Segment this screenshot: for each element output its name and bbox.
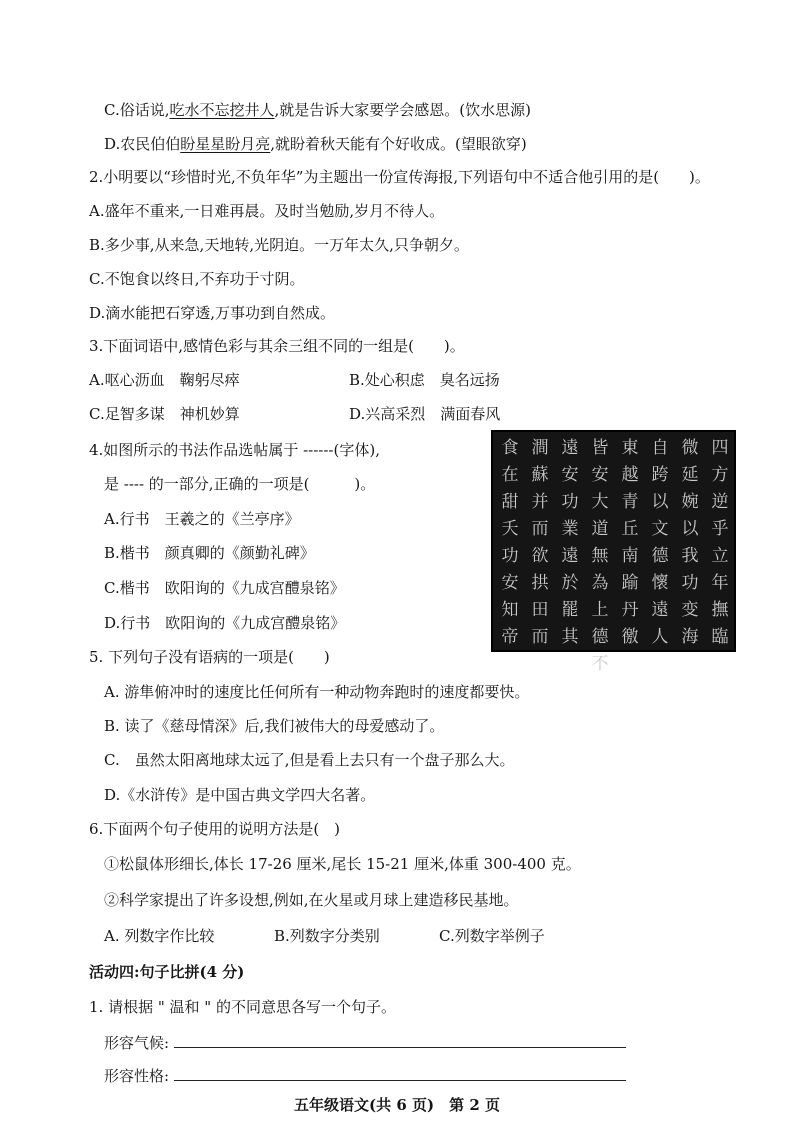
weather-answer-blank[interactable] xyxy=(174,1033,626,1048)
q3-option-c: C.足智多谋 神机妙算 xyxy=(89,405,240,423)
weather-answer-row xyxy=(104,1033,626,1053)
q4-stem-1: 4.如图所示的书法作品选帖属于 ------(字体), xyxy=(89,441,380,459)
q6-option-c: C.列数字举例子 xyxy=(439,927,545,945)
calligraphy-column: 自跨以文德懷遠人 xyxy=(651,438,669,647)
weather-label: 形容气候: xyxy=(104,1034,170,1052)
q2-option-d: D.滴水能把石穿透,万事功到自然成。 xyxy=(89,304,336,322)
q4-stem-2: 是 ---- 的一部分,正确的一项是( )。 xyxy=(104,475,376,493)
q1-option-d: D.农民伯伯盼星星盼月亮,就盼着秋天能有个好收成。(望眼欲穿) xyxy=(104,135,527,153)
activity4-question-1: 1. 请根据 " 温和 " 的不同意思各写一个句子。 xyxy=(89,998,396,1016)
q4-option-d: D.行书 欧阳询的《九成宫醴泉铭》 xyxy=(104,614,346,632)
character-answer-blank[interactable] xyxy=(174,1066,626,1081)
calligraphy-column: 食在甜夭功安知帝 xyxy=(501,438,519,647)
calligraphy-column: 微延婉以我功变海 xyxy=(681,438,699,647)
q6-sentence-2: ②科学家提出了许多设想,例如,在火星或月球上建造移民基地。 xyxy=(104,891,519,909)
q3-option-d: D.兴高采烈 满面春风 xyxy=(349,405,501,423)
character-answer-row xyxy=(104,1066,626,1086)
q4-option-c: C.楷书 欧阳询的《九成宫醴泉铭》 xyxy=(104,579,345,597)
calligraphy-column: 遠安功業遠於罷其 xyxy=(561,438,579,647)
q4-option-b: B.楷书 颜真卿的《颜勤礼碑》 xyxy=(104,544,315,562)
q2-stem: 2.小明要以“珍惜时光,不负年华”为主题出一份宣传海报,下列语句中不适合他引用的是( )。 xyxy=(89,168,710,186)
q3-stem: 3.下面词语中,感情色彩与其余三组不同的一组是( )。 xyxy=(89,337,465,355)
q6-option-b: B.列数字分类别 xyxy=(274,927,380,945)
q5-option-c: C. 虽然太阳离地球太远了,但是看上去只有一个盘子那么大。 xyxy=(104,751,515,769)
q5-stem: 5. 下列句子没有语病的一项是( ) xyxy=(89,648,330,666)
character-label: 形容性格: xyxy=(104,1067,170,1085)
q2-option-a: A.盛年不重来,一日难再晨。及时当勉励,岁月不待人。 xyxy=(89,202,445,220)
calligraphy-rubbing-image xyxy=(491,430,736,674)
q3-option-b: B.处心积虑 臭名远扬 xyxy=(349,371,500,389)
q6-stem: 6.下面两个句子使用的说明方法是( ) xyxy=(89,820,341,838)
page-footer: 五年级语文(共 6 页) 第 2 页 xyxy=(294,1096,500,1114)
calligraphy-column: 四方逆乎立年撫臨 xyxy=(711,438,729,647)
q6-sentence-1: ①松鼠体形细长,体长 17-26 厘米,尾长 15-21 厘米,体重 300-400 克。 xyxy=(104,855,581,873)
q5-option-a: A. 游隼俯冲时的速度比任何所有一种动物奔跑时的速度都要快。 xyxy=(104,683,530,701)
q5-option-b: B. 读了《慈母情深》后,我们被伟大的母爱感动了。 xyxy=(104,717,445,735)
calligraphy-column: 澗蘇并而欲拱田而 xyxy=(531,438,549,647)
q2-option-b: B.多少事,从来急,天地转,光阴迫。一万年太久,只争朝夕。 xyxy=(89,236,469,254)
q2-option-c: C.不饱食以终日,不弃功于寸阴。 xyxy=(89,270,305,288)
activity4-title: 活动四:句子比拼(4 分) xyxy=(89,963,245,981)
q4-option-a: A.行书 王羲之的《兰亭序》 xyxy=(104,510,300,528)
q1-option-c: C.俗话说,吃水不忘挖井人,就是告诉大家要学会感恩。(饮水思源) xyxy=(104,101,531,119)
q5-option-d: D.《水浒传》是中国古典文学四大名著。 xyxy=(104,786,376,804)
q3-option-a: A.呕心沥血 鞠躬尽瘁 xyxy=(89,371,240,389)
calligraphy-column: 東越青丘南踰丹徼 xyxy=(621,438,639,647)
calligraphy-column: 皆安大道無為上德不 xyxy=(591,438,609,674)
q6-option-a: A. 列数字作比较 xyxy=(104,927,215,945)
